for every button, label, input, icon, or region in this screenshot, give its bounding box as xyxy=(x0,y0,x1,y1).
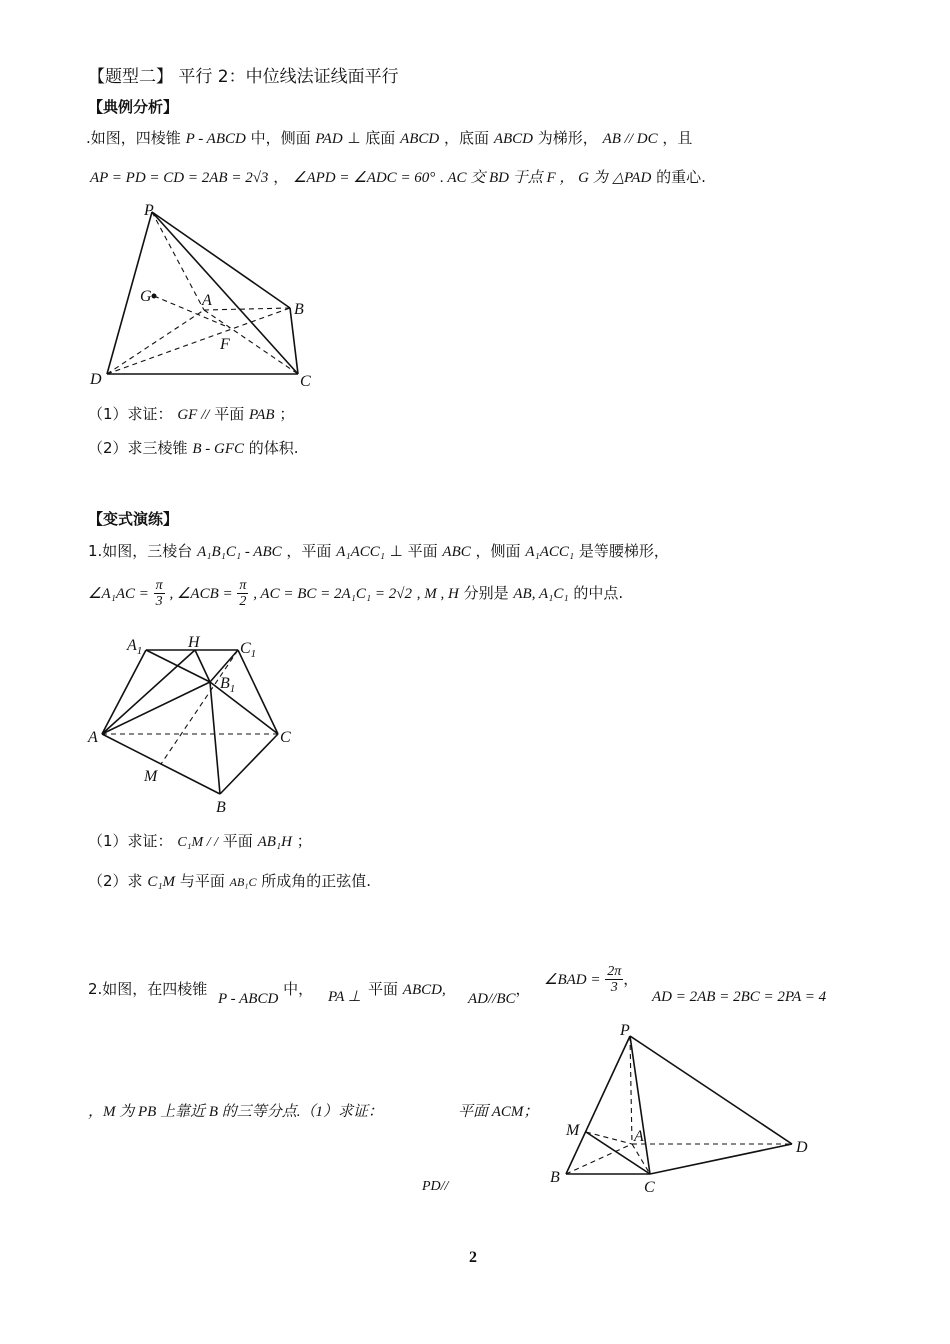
variant2-line-2a: ，M 为 PB 上靠近 B 的三等分点.（1）求证： xyxy=(88,1104,383,1120)
variant2-line-1a: 2.如图，在四棱锥 xyxy=(88,980,208,998)
edge-bc xyxy=(220,734,278,794)
edge-pc xyxy=(630,1036,650,1174)
label-b: B xyxy=(550,1169,560,1186)
page-number: 2 xyxy=(469,1249,477,1266)
example-question-2: （2）求三棱锥 B - GFC 的体积. xyxy=(88,439,299,457)
variant-heading: 【变式演练】 xyxy=(88,510,179,528)
example-line-1: .如图，四棱锥 P - ABCD 中，侧面 PAD ⊥ 底面 ABCD ，底面 ABCD 为梯形， AB // DC ，且 xyxy=(86,129,693,147)
label-c: C xyxy=(644,1179,655,1196)
variant1-question-2: （2）求 C₁M 与平面 AB₁C 所成角的正弦值. xyxy=(88,872,372,890)
edge-bb1 xyxy=(210,682,220,794)
label-b: B xyxy=(294,301,304,318)
label-b: B xyxy=(216,799,226,816)
point-g xyxy=(152,294,157,299)
segment-ah xyxy=(102,650,195,734)
label-m: M xyxy=(566,1122,580,1139)
angle-equation: ∠APD = ∠ADC = 60° xyxy=(293,170,436,186)
fraction-pi-over-3: $\frac{\pi}{3}$ xyxy=(155,578,163,609)
diag-bd xyxy=(107,308,290,374)
length-equation: AP = PD = CD = 2AB = 2√3 xyxy=(90,170,269,186)
figure-pyramid-2 xyxy=(540,1016,820,1196)
variant2-pd: PD// xyxy=(422,1179,449,1194)
label-g: G xyxy=(140,288,152,305)
edge-pd xyxy=(630,1036,792,1144)
variant2-line-1b: P - ABCD 中， xyxy=(218,980,314,1007)
label-c: C xyxy=(300,373,311,390)
label-m: M xyxy=(144,768,158,785)
section-title: 【题型二】 平行 2：中位线法证线面平行 xyxy=(88,67,399,87)
label-p: P xyxy=(144,202,154,219)
variant2-plane: 平面 ABCD, xyxy=(368,980,446,998)
variant2-adbc: AD//BC， xyxy=(468,980,531,1007)
variant1-line-1: 1.如图，三棱台 A₁B₁C₁ - ABC ，平面 A₁ACC₁ ⊥ 平面 ABC ，侧面 A₁ACC₁ 是等腰梯形， xyxy=(88,542,669,560)
example-heading: 【典例分析】 xyxy=(88,98,179,116)
label-a: A xyxy=(88,729,98,746)
label-a: A xyxy=(202,292,212,309)
edge-aa1 xyxy=(102,650,146,734)
label-a1: $A_1$ xyxy=(127,637,143,657)
edge-pb xyxy=(566,1036,630,1174)
figure-frustum xyxy=(80,628,320,820)
variant2-line-2b: 平面 ACM； xyxy=(458,1104,539,1120)
figure-pyramid-pabcd xyxy=(80,196,320,396)
edge-cd xyxy=(650,1144,792,1174)
edge-pb xyxy=(152,212,290,308)
label-p: P xyxy=(620,1022,630,1039)
variant1-line-2: ∠A₁AC = $\frac{\pi}{3}$ , ∠ACB = $\frac{\pi}{2}$ , AC = BC = 2A₁C₁ = 2√2 , M , H 分别是 AB, A₁C₁ 的中点. xyxy=(88,578,624,609)
label-d: D xyxy=(796,1139,808,1156)
fraction-2pi-over-3: $\frac{2\pi}{3}$ xyxy=(607,964,622,995)
variant2-pa: PA ⊥ xyxy=(328,989,361,1005)
parallel-expr: AB // DC xyxy=(602,131,658,147)
variant2-angle: ∠BAD = $\frac{2\pi}{3}$ ， xyxy=(544,964,639,995)
example-question-1: （1）求证： GF // 平面 PAB ； xyxy=(88,405,295,423)
label-f: F xyxy=(220,336,230,353)
label-c: C xyxy=(280,729,291,746)
label-a: A xyxy=(634,1128,644,1145)
fraction-pi-over-2: $\frac{\pi}{2}$ xyxy=(239,578,247,609)
segment-c1m xyxy=(161,650,238,764)
label-c1: $C_1$ xyxy=(240,640,257,660)
edge-cc1 xyxy=(238,650,278,734)
label-h: H xyxy=(188,634,200,651)
segment-hb1 xyxy=(195,650,210,682)
variant1-question-1: （1）求证： C₁M / / 平面 AB₁H ； xyxy=(88,832,312,850)
example-line-2: AP = PD = CD = 2AB = 2√3 ， ∠APD = ∠ADC = 60° . AC 交 BD 于点 F ， G 为 △PAD 的重心. xyxy=(90,168,706,186)
variant2-lengths: AD = 2AB = 2BC = 2PA = 4 xyxy=(652,989,827,1005)
segment-ab1 xyxy=(102,682,210,734)
diag-ac xyxy=(204,310,298,374)
label-b1: $B_1$ xyxy=(220,675,236,695)
edge-ab xyxy=(204,308,290,310)
edge-ab xyxy=(566,1144,632,1174)
segment-ma xyxy=(586,1132,632,1144)
pyramid-name: P - ABCD xyxy=(185,131,246,147)
segment-gf xyxy=(154,296,230,328)
label-d: D xyxy=(90,371,102,388)
